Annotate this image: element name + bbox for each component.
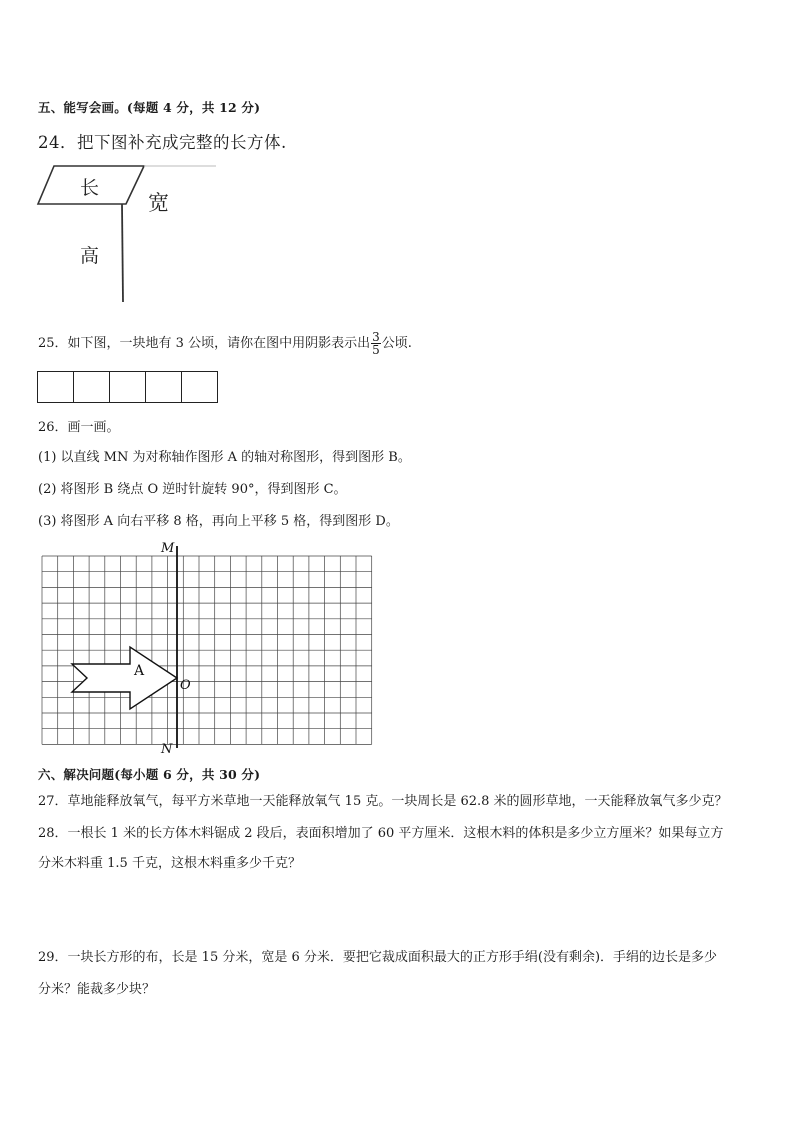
q24-text: 24．把下图补充成完整的长方体.: [38, 133, 287, 152]
transformation-grid: [30, 536, 390, 762]
q26-title: 26．画一画。: [38, 420, 120, 435]
q26-item-2: (2) 将图形 B 绕点 O 逆时针旋转 90°，得到图形 C。: [38, 482, 347, 497]
land-boxes: [38, 371, 218, 403]
q26-item-1: (1) 以直线 MN 为对称轴作图形 A 的轴对称图形，得到图形 B。: [38, 450, 411, 465]
q28-line-2: 分米木料重 1.5 千克，这根木料重多少千克？: [38, 856, 301, 871]
height-label: 高: [80, 245, 100, 267]
label-n: N: [161, 742, 173, 757]
land-box[interactable]: [109, 371, 146, 403]
q25-text: [38, 331, 412, 356]
q28-line-1: 28．一根长 1 米的长方体木料锯成 2 段后，表面积增加了 60 平方厘米．这根木料的体积是多少立方厘米？如果每立方: [38, 826, 724, 841]
grid-lines: [42, 556, 372, 744]
width-label: 宽: [148, 191, 169, 215]
q26-item-3: (3) 将图形 A 向右平移 8 格，再向上平移 5 格，得到图形 D。: [38, 514, 399, 529]
label-m: M: [161, 541, 175, 556]
fraction-numerator: 3: [372, 330, 380, 344]
q27-text: 27．草地能释放氧气，每平方米草地一天能释放氧气 15 克。一块周长是 62.8 米的圆形草地，一天能释放氧气多少克？: [38, 794, 728, 809]
land-box[interactable]: [181, 371, 218, 403]
section-5-title: 五、能写会画。(每题 4 分，共 12 分): [38, 100, 261, 115]
land-box[interactable]: [37, 371, 74, 403]
cuboid-sketch: [36, 162, 226, 304]
section-6-title: 六、解决问题(每小题 6 分，共 30 分): [38, 767, 261, 782]
fraction-denominator: 5: [372, 343, 380, 357]
q25-prefix: 25．如下图，一块地有 3 公顷，请你在图中用阴影表示出: [38, 336, 371, 351]
height-edge: [122, 204, 123, 302]
q29-line-1: 29．一块长方形的布，长是 15 分米，宽是 6 分米．要把它裁成面积最大的正方形手绢(没有剩余)．手绢的边长是多少: [38, 950, 718, 965]
q25-suffix: 公顷.: [381, 336, 412, 351]
land-box[interactable]: [73, 371, 110, 403]
land-box[interactable]: [145, 371, 182, 403]
shape-a[interactable]: [72, 647, 177, 709]
length-label: 长: [80, 177, 100, 199]
q25-fraction: [371, 331, 381, 356]
label-o: O: [180, 678, 191, 693]
q29-line-2: 分米？能裁多少块？: [38, 982, 156, 997]
label-a: A: [134, 663, 145, 679]
